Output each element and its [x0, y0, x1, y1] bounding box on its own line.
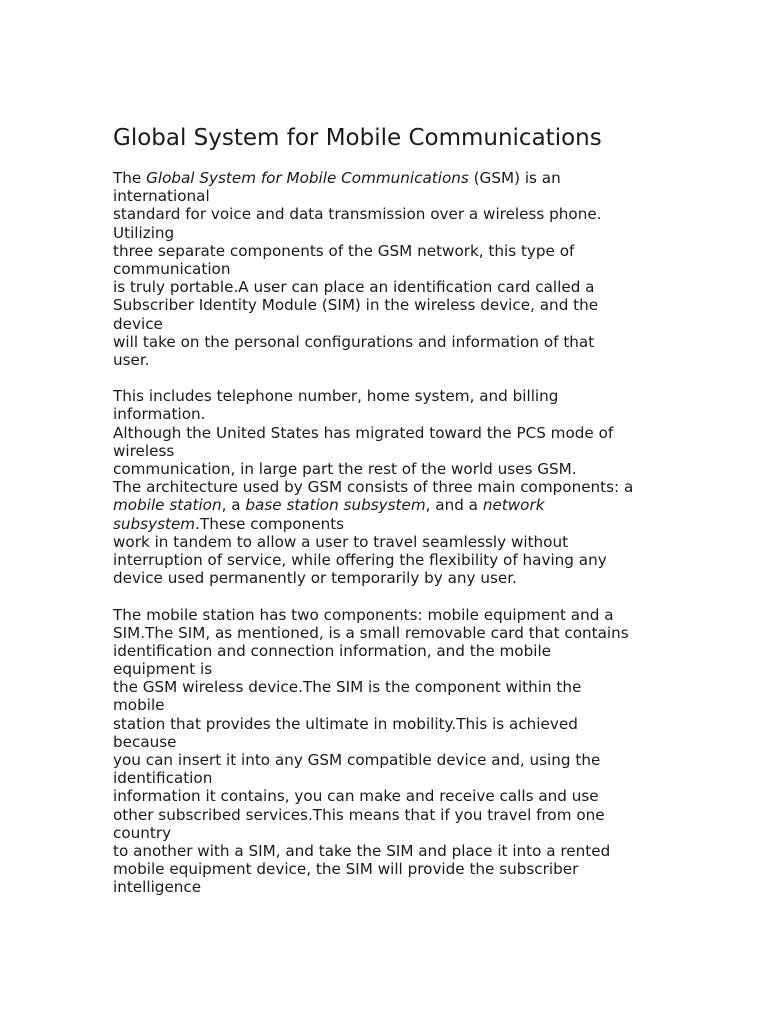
text-line: identification — [113, 769, 213, 788]
text-run: (GSM) is an — [468, 169, 561, 187]
text-line: intelligence — [113, 878, 202, 897]
document-title: Global System for Mobile Communications — [113, 125, 602, 151]
text-line: Subscriber Identity Module (SIM) in the wireless device, and the — [113, 296, 599, 315]
text-run: .These components — [195, 514, 345, 533]
text-run: The — [113, 169, 147, 187]
text-line: device used permanently or temporarily by any user. — [113, 569, 517, 588]
text-line: standard for voice and data transmission over a wireless phone. — [113, 205, 602, 224]
paragraph-spacer — [113, 587, 633, 605]
paragraph-3 — [113, 606, 633, 897]
text-line: equipment is — [113, 660, 213, 679]
text-line: international — [113, 187, 210, 206]
italic-term: subsystem — [113, 514, 196, 533]
text-line: country — [113, 823, 172, 842]
text-line: mobile — [113, 696, 165, 715]
document-body — [113, 169, 633, 897]
text-line — [113, 496, 633, 514]
text-line: SIM.The SIM, as mentioned, is a small removable card that contains — [113, 623, 629, 642]
text-line: Utilizing — [113, 223, 175, 242]
text-line: is truly portable.A user can place an identification card called a — [113, 278, 595, 297]
text-line: device — [113, 314, 163, 333]
italic-term: network — [482, 496, 545, 515]
paragraph-1 — [113, 169, 633, 369]
text-line: Although the United States has migrated toward the PCS mode of — [113, 423, 614, 442]
text-line: to another with a SIM, and take the SIM and place it into a rented — [113, 841, 611, 860]
text-line: communication, in large part the rest of the world uses GSM. — [113, 460, 577, 478]
italic-term: mobile station — [113, 496, 222, 515]
text-run: , a — [221, 496, 246, 515]
text-line: identification and connection information, and the mobile — [113, 641, 552, 660]
text-line: The mobile station has two components: mobile equipment and a — [113, 605, 614, 624]
text-line: mobile equipment device, the SIM will provide the subscriber — [113, 860, 579, 879]
text-line: will take on the personal configurations and information of that — [113, 332, 595, 351]
text-line: wireless — [113, 441, 175, 460]
text-run: , and a — [425, 496, 483, 515]
paragraph-2 — [113, 387, 633, 587]
text-line: interruption of service, while offering the flexibility of having any — [113, 550, 607, 569]
text-line: because — [113, 732, 177, 751]
text-line: other subscribed services.This means that if you travel from one — [113, 805, 605, 824]
text-line — [113, 169, 633, 187]
text-line: The architecture used by GSM consists of three main components: a — [113, 478, 634, 497]
text-line: This includes telephone number, home system, and billing — [113, 387, 559, 406]
text-line: three separate components of the GSM network, this type of — [113, 241, 575, 260]
text-line: station that provides the ultimate in mobility.This is achieved — [113, 714, 578, 733]
text-line: information it contains, you can make and receive calls and use — [113, 787, 599, 806]
italic-term: base station subsystem — [245, 496, 426, 515]
text-line: user. — [113, 350, 150, 369]
text-line: the GSM wireless device.The SIM is the component within the — [113, 678, 582, 697]
text-line: information. — [113, 405, 206, 424]
text-line: work in tandem to allow a user to travel seamlessly without — [113, 532, 569, 551]
text-line — [113, 515, 633, 533]
paragraph-spacer — [113, 369, 633, 387]
text-line: communication — [113, 259, 231, 278]
text-line: you can insert it into any GSM compatible device and, using the — [113, 751, 601, 769]
italic-term: Global System for Mobile Communications — [146, 169, 469, 187]
